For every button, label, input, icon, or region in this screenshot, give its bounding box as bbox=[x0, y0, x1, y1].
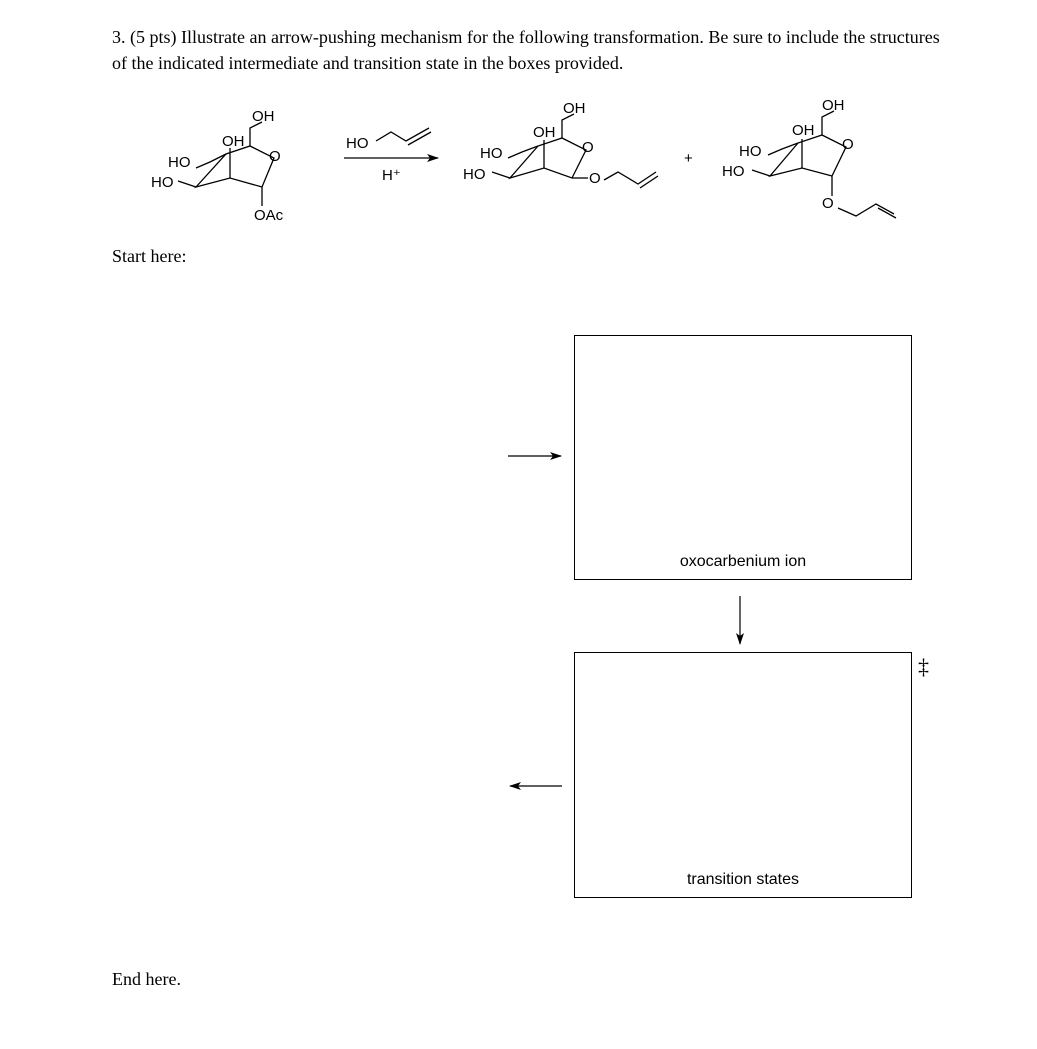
p1-ho-lower-label: HO bbox=[463, 166, 486, 183]
p2-ho-upper-label: HO bbox=[739, 143, 762, 160]
start-here-label: Start here: bbox=[112, 246, 187, 266]
end-here-label: End here. bbox=[112, 969, 181, 989]
start-oh-mid-label: OH bbox=[222, 133, 245, 150]
start-ho-upper-label: HO bbox=[168, 154, 191, 171]
transition-states-label: transition states bbox=[686, 871, 800, 888]
product-1 bbox=[492, 114, 658, 188]
start-ring-o-label: O bbox=[269, 148, 281, 165]
p1-oh-mid-label: OH bbox=[533, 124, 556, 141]
question-text: 3. (5 pts) Illustrate an arrow-pushing mechanism for the following transformation. Be sure to include the structures of the indicated intermediate and transition state in the boxes provided. bbox=[112, 27, 940, 73]
start-oac-label: OAc bbox=[254, 207, 284, 224]
p2-glycosidic-o-label: O bbox=[822, 195, 834, 212]
p1-ho-upper-label: HO bbox=[480, 145, 503, 162]
reagent-ho-label: HO bbox=[346, 135, 369, 152]
double-dagger-symbol: ‡ bbox=[918, 654, 929, 679]
p1-oh-top-label: OH bbox=[563, 100, 586, 117]
starting-material-labels bbox=[151, 108, 284, 224]
start-ho-lower-label: HO bbox=[151, 174, 174, 191]
allyl-alcohol bbox=[376, 128, 431, 145]
p2-oh-top-label: OH bbox=[822, 97, 845, 114]
p2-ho-lower-label: HO bbox=[722, 163, 745, 180]
start-oh-top-label: OH bbox=[252, 108, 275, 125]
p1-glycosidic-o-label: O bbox=[589, 170, 601, 187]
oxocarbenium-ion-box[interactable] bbox=[574, 335, 912, 580]
p2-ring-o-label: O bbox=[842, 136, 854, 153]
product-1-labels bbox=[463, 100, 601, 187]
p2-oh-mid-label: OH bbox=[792, 122, 815, 139]
oxocarbenium-ion-label: oxocarbenium ion bbox=[679, 553, 807, 570]
plus-sign: + bbox=[684, 150, 693, 167]
transition-states-box[interactable] bbox=[574, 652, 912, 898]
p1-ring-o-label: O bbox=[582, 139, 594, 156]
acid-catalyst-label: H⁺ bbox=[382, 167, 401, 184]
